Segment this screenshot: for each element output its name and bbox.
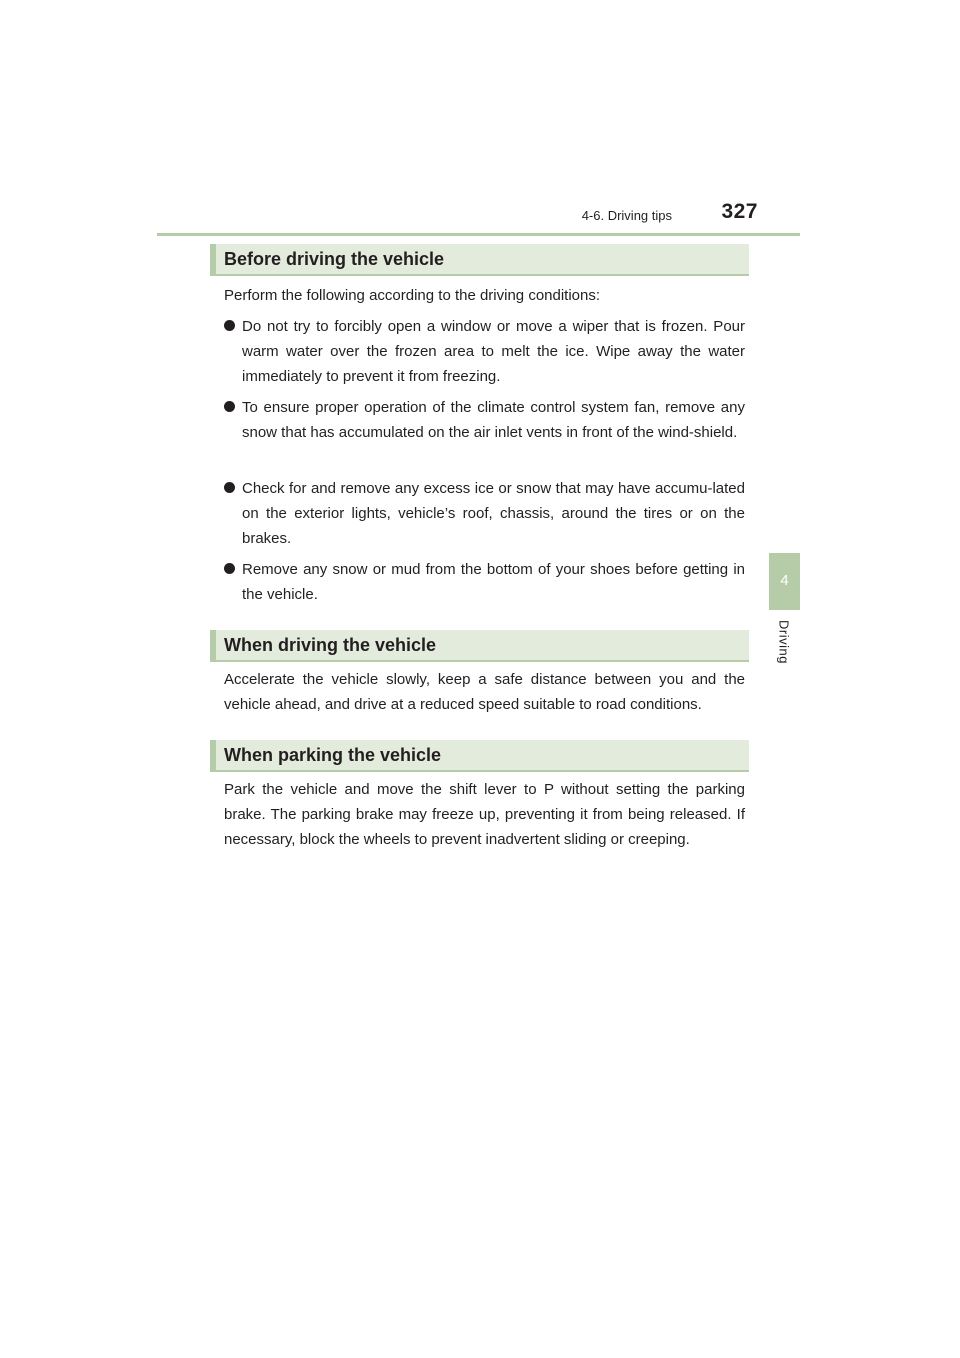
section-title: Before driving the vehicle [224,249,445,269]
list-item [224,395,745,445]
list-item [224,314,745,389]
section-intro: Perform the following according to the driving conditions: [224,287,601,304]
bullet-icon [224,401,235,412]
list-item-text: To ensure proper operation of the climate control system fan, remove any snow that has accumulated on the air inlet vents in front of the wind-shield. [242,399,745,441]
section-body: Park the vehicle and move the shift lever to P without setting the parking brake. The parking brake may freeze up, preventing it from being released. If necessary, block the wheels to prevent inadvertent sliding or creeping. [224,781,745,848]
page-number: 327 [721,200,758,223]
list-item-text: Check for and remove any excess ice or snow that may have accumu-lated on the exterior lights, vehicle’s roof, chassis, around the tires or on the brakes. [242,480,745,547]
bullet-icon [224,320,235,331]
header-rule [157,233,800,236]
running-header [520,200,760,230]
section-heading-when-driving [210,630,749,662]
list-item-text: Do not try to forcibly open a window or move a wiper that is frozen. Pour warm water over the frozen area to melt the ice. Wipe away the water immediately to prevent it from freezing. [242,318,745,385]
section-title: When driving the vehicle [224,635,437,655]
section-body: Accelerate the vehicle slowly, keep a safe distance between you and the vehicle ahead, and drive at a reduced speed suitable to road conditions. [224,671,745,713]
heading-accent-bar [210,244,216,274]
list-item [224,557,745,607]
list-item [224,476,745,551]
section-heading-when-parking [210,740,749,772]
bullet-icon [224,482,235,493]
chapter-tab [769,553,800,610]
list-item-text: Remove any snow or mud from the bottom of your shoes before getting in the vehicle. [242,561,745,603]
section-title: When parking the vehicle [224,745,442,765]
chapter-number: 4 [780,572,789,589]
bullet-icon [224,563,235,574]
heading-accent-bar [210,740,216,770]
heading-accent-bar [210,630,216,660]
header-section-title: 4-6. Driving tips [581,208,672,223]
chapter-label: Driving [776,620,792,664]
section-heading-before-driving [210,244,749,276]
